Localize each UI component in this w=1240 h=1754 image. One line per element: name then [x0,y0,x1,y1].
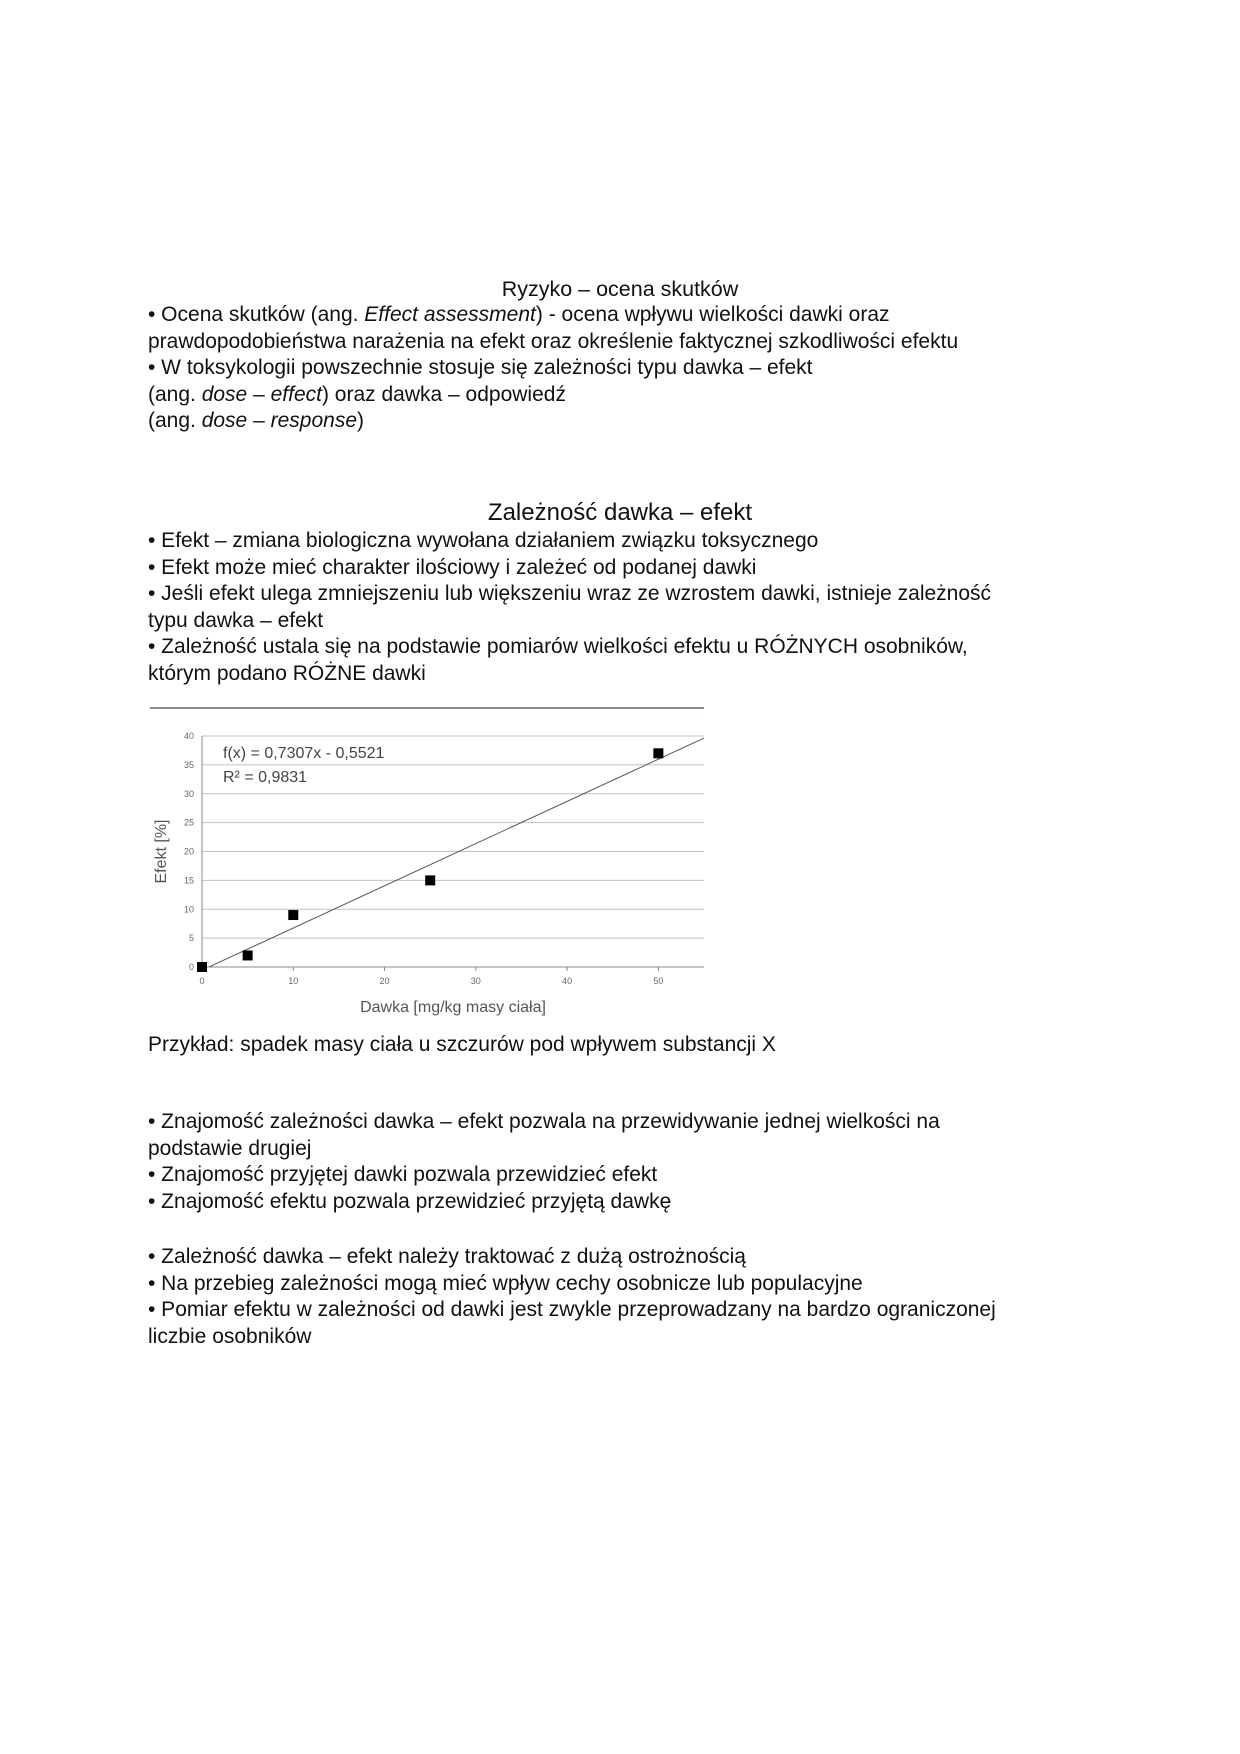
chart-svg [148,706,718,1031]
paragraph-line: • W toksykologii powszechnie stosuje się zależności typu dawka – efekt [148,356,813,379]
y-tick-label: 10 [183,904,194,915]
x-tick-label: 40 [562,976,573,986]
paragraph-line: • Na przebieg zależności mogą mieć wpływ cechy osobnicze lub populacyjne [148,1271,863,1295]
paragraph-line: liczbie osobników [148,1324,312,1348]
paragraph-line: • Zależność ustala się na podstawie pomiarów wielkości efektu u RÓŻNYCH osobników, [148,635,968,658]
y-tick-label: 20 [183,846,194,857]
paragraph-line: (ang. dose – effect) oraz dawka – odpowiedź [148,382,566,406]
section-title: Ryzyko – ocena skutków [501,277,739,301]
y-tick-label: 15 [183,875,194,886]
data-point [653,748,663,758]
paragraph-line: typu dawka – efekt [148,608,324,632]
chart-caption: Przykład: spadek masy ciała u szczurów pod wpływem substancji X [148,1033,776,1056]
x-tick-label: 30 [470,976,481,986]
paragraph-line: • Efekt może mieć charakter ilościowy i zależeć od podanej dawki [148,555,757,579]
data-point [197,962,207,972]
paragraph-line: • Znajomość efektu pozwala przewidzieć przyjętą dawkę [148,1189,672,1213]
x-tick-label: 50 [653,976,664,986]
paragraph-line: • Ocena skutków (ang. Effect assessment) - ocena wpływu wielkości dawki oraz [148,303,890,326]
y-tick-label: 5 [188,933,194,944]
data-point [243,950,253,960]
section-knowledge [148,1109,1092,1215]
r-squared-label: R² = 0,9831 [223,769,308,786]
y-tick-label: 25 [183,817,194,828]
data-point [288,910,298,920]
y-axis-label: Efekt [%] [153,819,170,884]
data-point [425,875,435,885]
section-risk-assessment [148,276,1092,435]
paragraph-line: • Efekt – zmiana biologiczna wywołana działaniem związku toksycznego [148,529,819,552]
x-tick-label: 0 [199,976,205,986]
y-tick-label: 40 [183,731,194,741]
paragraph-line: • Jeśli efekt ulega zmniejszeniu lub większeniu wraz ze wzrostem dawki, istnieje zależność [148,582,992,605]
paragraph-line: (ang. dose – response) [148,409,364,432]
paragraph-line: prawdopodobieństwa narażenia na efekt oraz określenie faktycznej szkodliwości efektu [148,329,959,353]
y-tick-label: 35 [183,759,194,770]
regression-equation: f(x) = 0,7307x - 0,5521 [223,745,385,762]
section-dose-effect [148,498,1092,687]
y-tick-label: 0 [188,962,194,972]
paragraph-line: • Pomiar efektu w zależności od dawki jest zwykle przeprowadzany na bardzo ograniczonej [148,1298,996,1321]
y-tick-label: 30 [183,788,194,799]
section-title: Zależność dawka – efekt [487,499,753,526]
paragraph-line: podstawie drugiej [148,1136,312,1160]
paragraph-line: • Zależność dawka – efekt należy traktować z dużą ostrożnością [148,1245,746,1268]
x-axis-label: Dawka [mg/kg masy ciała] [360,999,546,1016]
dose-effect-chart [148,706,718,1031]
section-caution [148,1244,1092,1350]
x-tick-label: 20 [379,976,390,986]
paragraph-line: • Znajomość zależności dawka – efekt pozwala na przewidywanie jednej wielkości na [148,1110,940,1133]
x-tick-label: 10 [288,976,299,986]
paragraph-line: którym podano RÓŻNE dawki [148,661,426,685]
paragraph-line: • Znajomość przyjętej dawki pozwala przewidzieć efekt [148,1163,658,1186]
